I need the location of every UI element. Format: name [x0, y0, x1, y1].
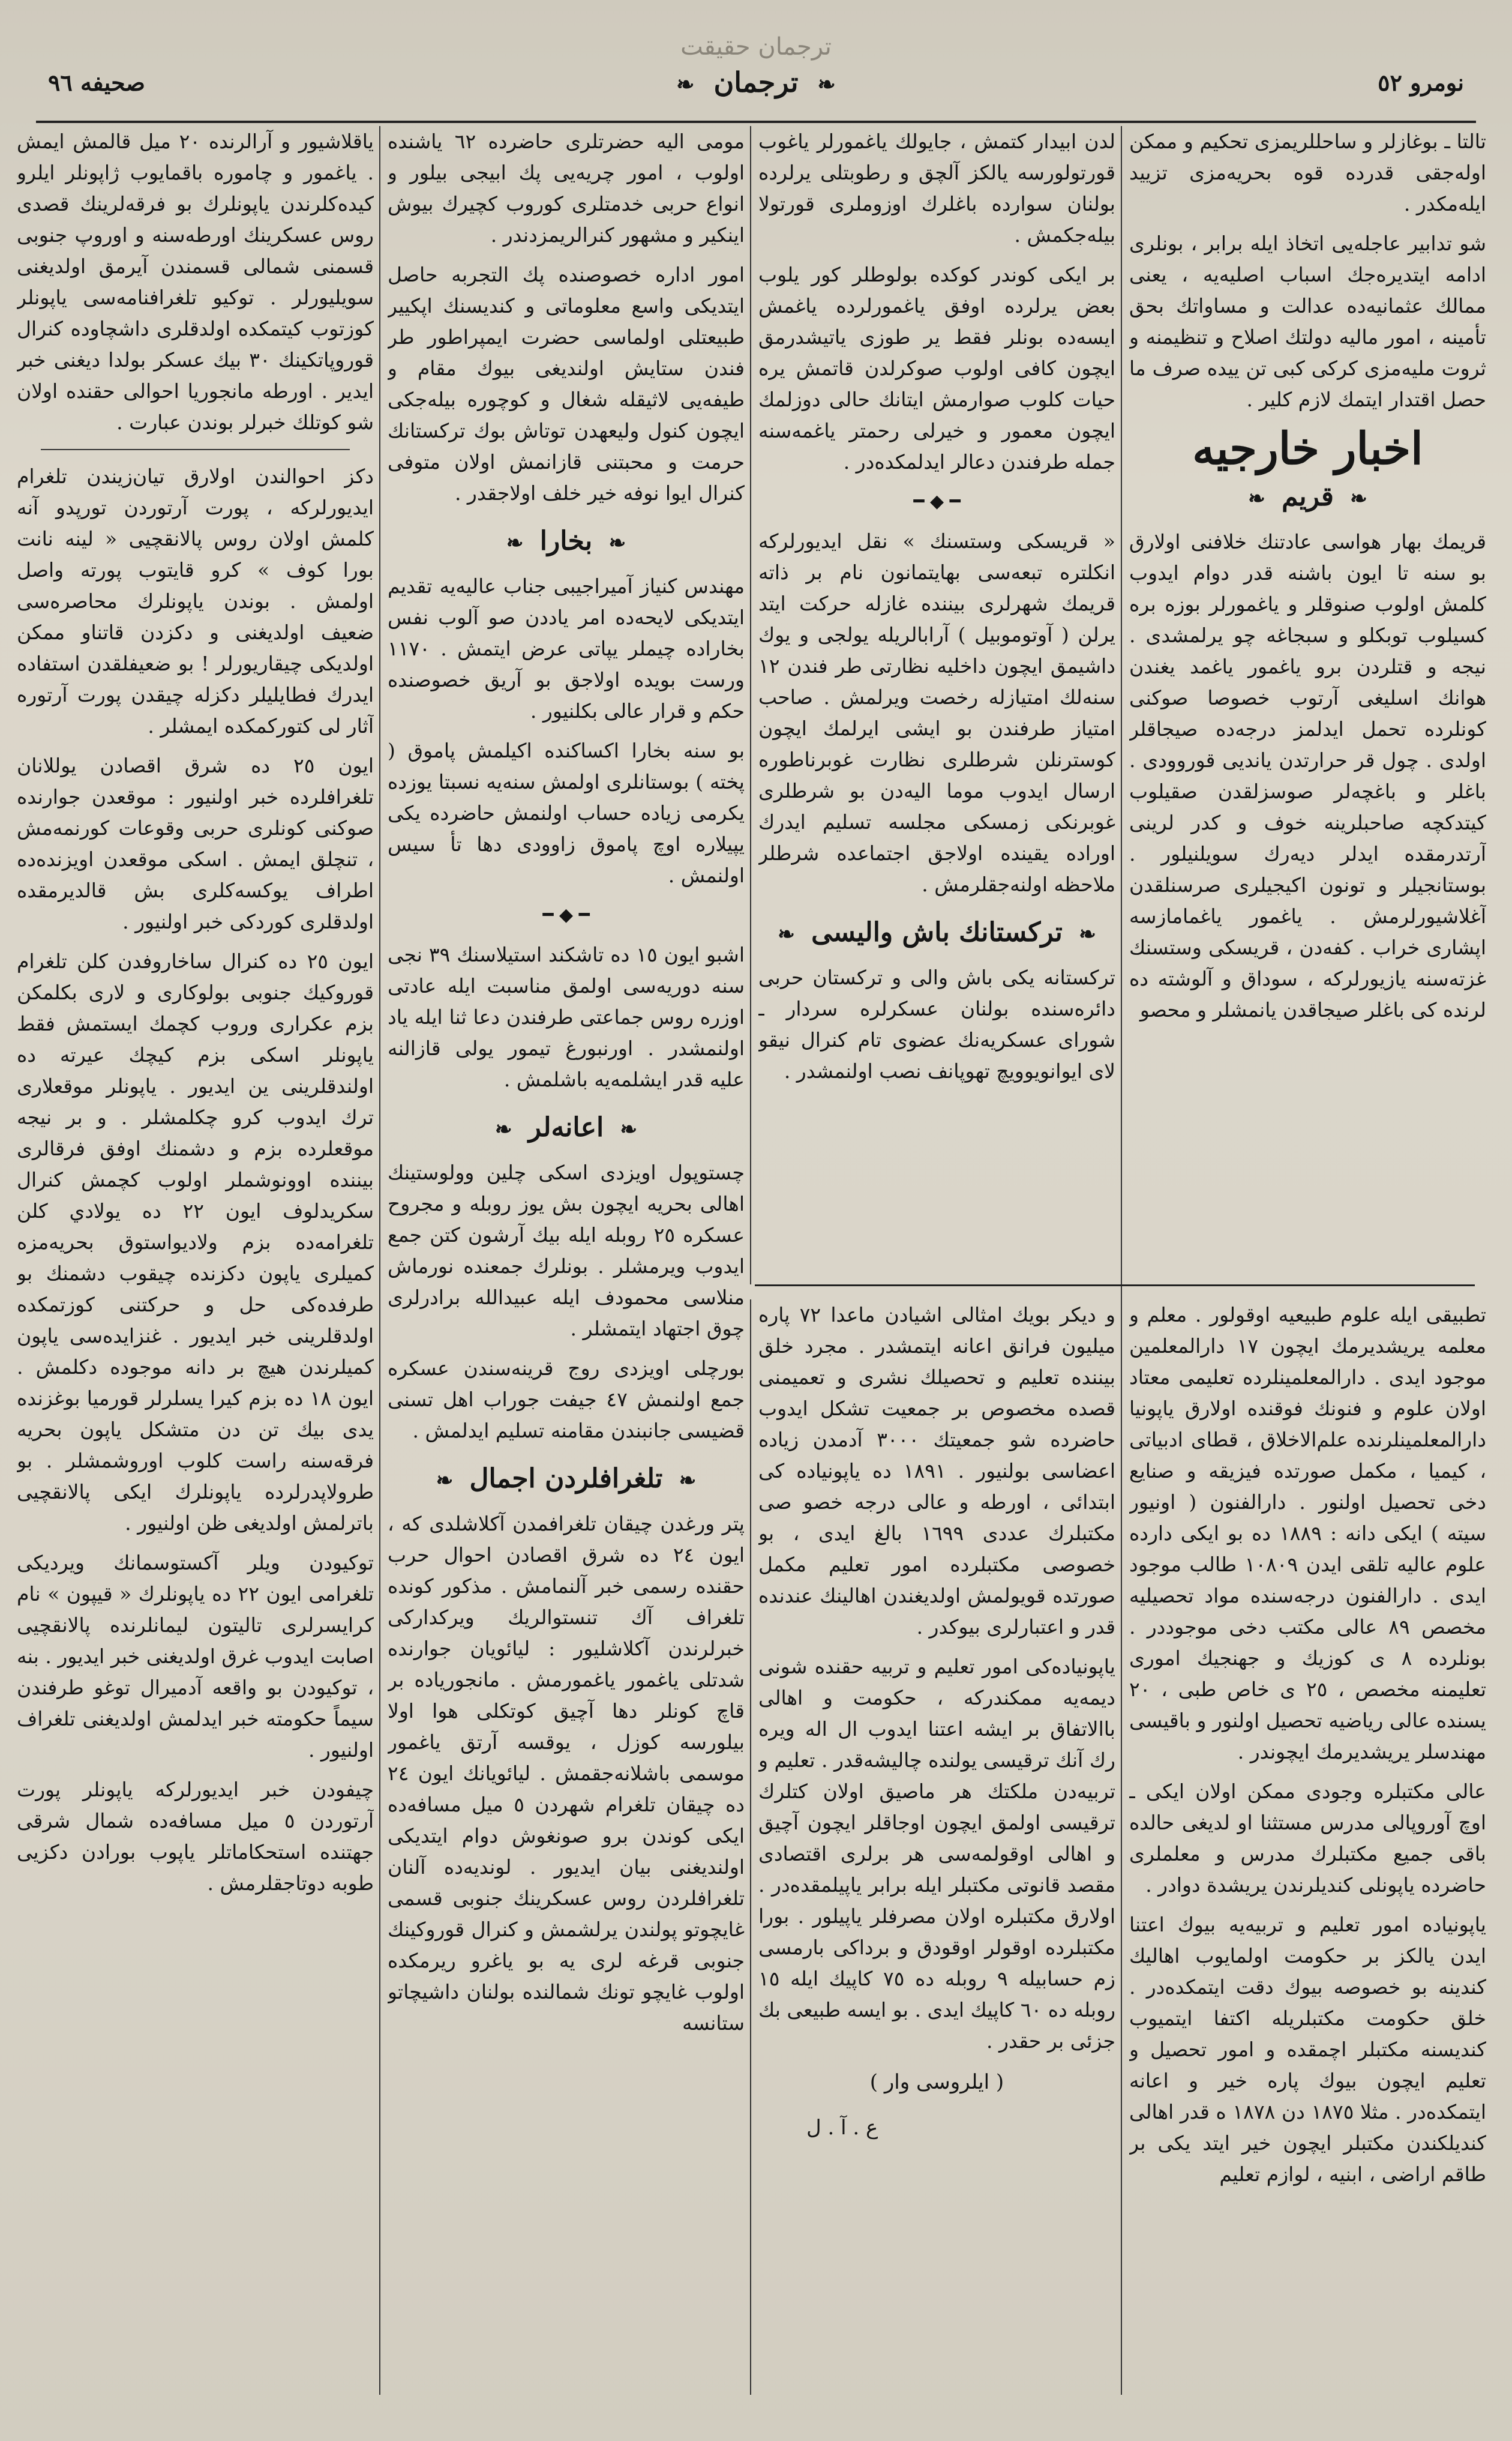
column-divider — [750, 126, 751, 1284]
ornament-icon: ❧ — [1350, 487, 1367, 511]
ornament-icon: ❧ — [620, 1118, 638, 1142]
article-paragraph: بو سنه بخارا اكساكنده اكيلمش پاموق ( پخته ) بوستانلرى اولمش سنه‌يه نسبتا يوزده يكرمى زياده حساب اولنمش حاضرده يكى يپيلاره اوچ پاموق زاوودى دها تأ‌ سيس اولنمش . — [388, 739, 745, 887]
article-paragraph: توكيودن ويلر آكستوسمانك ويرديكى تلغرامى ايون ٢٢ ده ياپونلرك « قيپون » نام كرايسرلرى تاليتون ليمانلرنده پالانقچيى اصابت ايدوب غرق اولديغنى خبر ايديور . بنه ، توكيودن بو واقعه آدميرال توغو طرفندن سيماً حكومته خبر ايدلمش اولديغنى تلغراف اولنيور . — [17, 1551, 374, 1762]
article-heading-text: تلغرافلردن اجمال — [469, 1463, 663, 1494]
column-divider — [750, 1299, 751, 2395]
column-2 — [758, 126, 1115, 1284]
separator-line — [41, 449, 350, 450]
masthead-faded-text: ترجمان حقيقت — [680, 33, 832, 61]
article-heading-text: تركستانك باش واليسى — [811, 917, 1063, 948]
section-title: اخبار خارجيه — [1192, 423, 1423, 475]
article-paragraph: مومى اليه حضرتلرى حاضرده ٦٢ ياشنده اولوب ، امور چريه‌يى پك ابيجى بيلور و انواع حربى خدمتلرى كوروب كچيرك بيوش اينكير و مشهور كنرالريمزدندر . — [388, 130, 745, 247]
ornament-icon: ❧ — [676, 72, 695, 97]
article-heading-text: بخارا — [539, 526, 593, 556]
article-paragraph: و ديكر بويك امثالى اشيادن ماعدا ٧٢ پاره ميليون فرانق اعانه ايتمشدر . مجرد خلق بيننده تعليم و تحصيلك نشرى و تعميمنى قصده مخصوص بر جمعيت تشكل ايدوب حاضرده شو جمعيتك ٣٠٠٠ آدمدن زياده اعضاسى بولنيور . ١٨٩١ ده ياپونياده كى ابتدائى ، اورطه و عالى درجه خصو‌ صى مكتبلرك عددى ١٦٩٩ بالغ ايدى ، بو خصوصى مكتبلرده امور تعليم مكمل صورتده قويولمش اولديغندن اهالينك عندنده قدر و اعتبارلرى بيوكدر . — [758, 1303, 1115, 1639]
column-2-bottom — [758, 1299, 1115, 2404]
article-heading — [388, 526, 745, 559]
column-1-bottom — [1129, 1299, 1486, 2404]
article-paragraph: ايون ٢٥ ده كنرال ساخاروفدن كلن تلغرام قوروكيك جنوبى بولوكارى و‌ لارى بكلمكن بزم عكرارى وروب كچمك ايستمش فقط ياپونلر اسكى بزم كيچك عيرته ده اولندقلرينى ين ايديور . ياپونلر موقعلارى ترك ايدوب كرو چكلمشلر . و بر نيجه موقعلرده بزم و دشمنك اوفق فرقالرى بيننده اوونوشملر اولوب كچمش كنرال سكريدلوف ايون ٢٢ ده يولادي كلن تلغرامه‌ده بزم ولاديواستوق بحريه‌مزه كميلرى ياپون دكزنده چيقوب دشمنك بو طرفده‌كى حل و حركتنى كوزتمكده اولدقلرينى خبر ايديور . غنزايده‌سى ياپون كميلرندن هيچ بر دانه موجوده دكلمش . ايون ١٨ ده بزم كيرا يسلرلر قورميا بوغزنده يدى بيك تن دن متشكل ياپون بحريه فرقه‌سنه راست كلوب اوروشمشلر . بو طرولاپدرلرده ياپونلرك ايكى پالانقچيى باترلمش اولديغى ظن اولنيور . — [17, 950, 374, 1535]
article-paragraph: اشبو ايون ١٥ ده تاشكند استيلاسنك ٣٩ نجى سنه دوريه‌سى اولمق مناسبت ايله عادتى اوزره روس جماعتى طرفندن دعا ثنا ايله ياد اولنمشدر . اورنبورغ تيمور يولى قازالنه عليه قدر ايشلمه‌يه باشلمش . — [388, 943, 745, 1091]
article-paragraph: تالتا ـ بوغازلر و ساحللريمزى تحكيم و ممكن اوله‌جقى قدرده قوه بحريه‌مزى تزييد ايله‌مكدر . — [1129, 130, 1486, 215]
ornament-icon: ❧ — [1248, 487, 1265, 511]
ornament-icon: ❧ — [608, 531, 626, 555]
column-divider — [1121, 126, 1122, 2395]
article-paragraph: شو تدابير عاجله‌يى اتخاذ ايله برابر ، بونلرى ادامه ايتديره‌جك اسباب اصليه‌يه ، يعنى ممالك عثمانيه‌ده عدالت و مساواتك بحق تأمينه ، امور ماليه دولتك اصلاح و تنظيمنه و ثروت مليه‌مزى كركى كبى تن‌ ييده صرف ما حصل اقتدار ايتمك لازم كلير . — [1129, 232, 1486, 411]
article-paragraph: امور اداره خصوصنده پك التجربه حاصل ايتديكى واسع معلوماتى و كنديسنك اپكيير طبيعتلى اولماسى حضرت ايمپراطور طر‌ فندن ستايش اولنديغى بيوك مقام و طيفه‌يى لاثيقله شغال و كوچوره بيله‌جكى ايچون كنول وليعهدن توتاش بوك تركستانك حرمت و محبتنى قازانمش اولان متوفى كنرال ايوا‌ نوفه خير خلف اولاجقدر . — [388, 263, 745, 505]
article-paragraph: عالى مكتبلره وجودى ممكن اولان ايكى ـ اوچ آوروپالى مدرس مستثنا او‌ لديغى حالده باقى جميع مكتبلرك مدرس و معلملرى حاضرده ياپونلى كند‌يلرندن يريشدة دوادر . — [1129, 1780, 1486, 1897]
column-divider — [379, 126, 380, 2395]
article-paragraph: ياقلاشيور و آرالرنده ٢٠ ميل قالمش ايمش . ياغمور و چاموره باقمايوب ژاپونلر ايلرو كيده‌كلرندن ياپونلرك بو فرقه‌لرينك قصدى روس عسكرينك اورطه‌سنه و اوروپ جنوبى قسمنى شمالى قسمندن آيرمق اولديغنى سويليورلر . توكيو تلغرافنامه‌سى ياپونلر كوزتوب كيتمكده اولدقلرى داشچاوده كنرال قوروپاتكينك ٣٠ بيك عسكر بولدا ديغنى خبر ايدير . اورطه مانجوريا احوالى حقنده اولان شو كوتلك خبرلر بوندن عبارت . — [17, 130, 374, 434]
masthead-title: ترجمان — [713, 66, 799, 98]
article-paragraph: چيفودن خبر ايديورلركه ياپونلر پورت آرتوردن ٥ ميل مسافه‌ده شمال شرقى جهتنده استحكاماتلر ياپوب بورادن دكزيى طوبه دوتاجقلرمش . — [17, 1778, 374, 1895]
article-paragraph: پتر ورغدن چيقان تلغرافمدن آكلاشلدى كه ، ايون ٢٤ ده شرق اقصادن احوال حرب حقنده رسمى خبر آلنمامش . مذكور كونده تلغراف آك تنستوالريك ويركداركى خبرلرندن آكلاشليور : ليائويان جوارنده شدتلى ياغمور ياغمورمش . مانجورياده بر قاچ كونلر دها آچيق كوتكلى هوا اولا بيلورسه كوزل ، يوقسه آرتق ياغمور موسمى باشلانه‌جقمش . ليائويانك ايون ٢٤ ده چيقان تلغرام شهردن ٥ ميل مسافه‌ده ايكى كوندن برو صونغوش دوام ايتديكى اولنديغنى بيان ايديور . لونديه‌ده آلنان تلغرافلردن روس عسكرينك جنوبى قسمى غايچوتو پولندن يرلشمش و كنرال قوروكينك جنوبى قرغه لرى يه بو ياغرو ريرمكده اولوب غايچو تونك شمالنده بولنان داشيچاتو ستانسه — [388, 1512, 745, 2035]
issue-number: نومرو ٥٢ — [1378, 69, 1464, 96]
article-heading — [758, 917, 1115, 950]
article-paragraph: « قريسكى وستسنك » نقل ايديورلركه انكلتره تبعه‌سى بهايتمانون نام بر ذاته قريمك شهرلرى بيننده غازله حركت ايتد‌ يرلن ( آوتوموبيل ) آرابالريله يولجى و يوك داشيمق ايچون داخليه نظارتى طر‌ فندن ١٢ سنه‌لك امتيازله رخصت ويرلمش . صاحب امتياز طرفندن بو ايشى ايرلمك ايچون كوسترنلن شرطلرى نظارت غوبرناطوره ارسال ايدوب موما اليه‌دن بو شرطلرى غوبرنكى زمسكى مجلسه تسليم ايدرك اوراده يقينده اولاجق اجتماعده شرطلر ملاحظه اولنه‌جقلرمش . — [758, 529, 1115, 896]
masthead — [36, 66, 1476, 98]
section-rule — [755, 1284, 1475, 1286]
header-rule — [36, 121, 1476, 123]
article-paragraph: قريمك بهار هواسى عادتنك خلافنى اولارق بو سنه تا ايون باشنه قدر دوام ايدوب كلمش اولوب صنوقلر و ياغمورلر بوزه بره كسيلوب توبكلو و سبجاغه چو‌ يرلمشدى . نيجه و قتلردن برو ياغمور ياغمد يغندن هوانك اسليغى آرتوب خصوصا صوكنى كونلرده تحمل ايدلمز درجه‌ده صيجاقلر اولدى . چول قر حرارتدن يانديى قوروودى . باغلر و باغچه‌لر صوسزلقدن صقيلوب كيتد‌كچه صاحبلرينه خوف و كدر‌ لرينى آرتدرمقده ايدلر ديه‌رك سويلنيلور . بوستانجيلر و تونون اكيجيلرى صرسنلقدن آغلاشيورلرمش . ياغمور ياغمامازسه اپشارى خراب . كفه‌دن ، قريسكى وستسنك غزته‌سنه يازيورلركه ، سوداق و آلوشته ده‌ لرنده كى باغلر صيجاقدن يانمشلر و محصو‌ — [1129, 530, 1486, 1022]
article-paragraph: مهندس كنياز آميراجيبى جناب عاليه‌يه تقديم ايتديكى لايحه‌ده امر ياددن صو آلوب نفس بخاراده چيملر يپاتى عرض ايتمش . ١١٧٠ ورست بويده اولاجق بو آريق خصوصنده حكم و قرار عالى بكلنيور . — [388, 574, 745, 723]
continued-note: ( ايلروسى وار ) — [869, 2070, 1004, 2094]
article-paragraph: ياپونياده‌كى امور تعليم و تربيه حقنده شونى ديمه‌يه ممكندركه ، حكومت و اهالى باالاتفاق بر ايشه اعتنا ايدوب ال اله ويره‌ رك آنك ترقيسى يولنده چاليشه‌قدر . تعليم و تربيه‌دن ملكتك هر ماصيق اولان كتلرك ترقيسى اولمق ايچون اوجاقلر ايچون آچيق و اهالى اوقولمه‌سى هر برلرى اقتصادى مقصد قانوتى مكتبلر ايله برابر ياپيلمقده‌در . اولارق مكتبلره اولان مصرفلر ياپيلور . بورا مكتبلرده اوقولر اوقودق و برداكى بارمسى زم حسابيله ٩ روبله ده ٧٥ كاپيك ايله ١٥ روبله ده ٦٠ كاپيك ايدى . بو ايسه طبيعى بك جزئى بر حقدر . — [758, 1655, 1115, 2053]
article-paragraph: تركستانه يكى باش والى و تركستان حربى دائره‌سنده بولنان عسكرلره سردار ـ شوراى عسكريه‌نك عضوى تام كنرال نيقو‌ لاى ايوانويوويچ تهوپانف نصب اولنمشدر . — [758, 966, 1115, 1083]
author-signature: ع . آ . ل — [806, 2116, 878, 2140]
article-paragraph: بر ايكى كوندر كوكده بولوطلر كور‌ يلوب بعض يرلرده اوفق ياغمورلرده ياغمش ايسه‌ده بونلر فقط ير طوزى ياتيشدرمق ايچون كافى اولوب صوكرلدن قاتمش يره حيات كلوب صوارمش ايتانك حالى دوزلمك ايچون معمور و خيرلى رحمتر ياغمه‌سنه جمله طرفندن دعالر ايدلمكده‌در . — [758, 263, 1115, 474]
ornament-icon: ❧ — [494, 1118, 512, 1142]
page-header — [36, 33, 1476, 123]
article-paragraph: تطبيقى ايله علوم طبيعيه اوقولور . معلم و معلمه يريشديرمك ايچون ١٧ دارالمعلمين موجود ايدى . دارالمعلمينلرده تعليمى معتاد اولان علوم و فنونك فوقنده اولارق ياپونيا دارالمعلمينلرنده علم‌الاخلاق ، قطاى ادبياتى ، كيميا ، مكمل صورتده فيزيقه و صنايع دخى تحصيل اولنور . دارالفنون ( اونيور سيته ) ايكى دانه : ١٨٨٩ ده بو ايكى دارده علوم عاليه تلقى ايدن ١٠٨٠٩ طالب موجود ايدى . دارالفنون درجه‌سنده مواد تحصيليه مخصص ٨٩ عالى مكتب دخى موجوددر . بونلرده ٨ ى كوزيك و جهنجيك امورى تعليمنه مخصص ، ٢٥ ى خاص طبى ، ٢٠ يسنده عالى رياضيه تحصيل اولنور و باقيسى مهندسلر يريشديرمك ايچوندر . — [1129, 1303, 1486, 1763]
article-paragraph: دكز احوالندن اولارق تيان‌زيندن تلغرام ايديورلركه ، پورت آرتوردن تورپدو آنه كلمش اولان روس پالانقچيى « لينه نانت بورا كوف » كرو قايتوب پورته واصل اولمش . بوندن ياپونلرك محاصره‌سى ضعيف اولديغنى و دكزدن قاتناو ممكن اولديكى چيقاريورلر ! بو ضعيفلقدن استفاده ايدرك فطايليلر دكزله چيقدن پورت آرتوره آثار لى كتوركمكده ايمشلر . — [17, 465, 374, 738]
ornament-icon: ❧ — [436, 1469, 454, 1493]
article-paragraph: ياپونياده امور تعليم و تربيه‌يه بيوك اعتنا ايدن يالكز بر حكومت اولمايوب اهاليك كندينه بو خصوصه بيوك دقت ايتمكده‌در . خلق حكومت مكتبلريله اكتفا ايتميوب كنديسنه مكتبلر اچمقده و امور تحصيل و تعليم ايچون بيوك پاره خير و اعانه ايتمكده‌در . مثلا ١٨٧٥ دن ١٨٧٨ ه قدر اهالى كنديلكندن مكتبلر ايچون خير ايتد‌ يكى بر طاقم اراضى ، ابنيه ، لوازم تعليم — [1129, 1913, 1486, 2186]
column-3 — [388, 126, 745, 2407]
article-paragraph: چستوپول اويزدى اسكى چلين وولوستينك اهالى بحريه ايچون بش يوز روبله و مجروح عسكره ٢٥ روبله ايله بيك آرشون كتن جمع ايدوب ويرمشلر . بونلرك جمعنده نورماش منلاسى محمودف ايله عبيدالله برادرلرى چوق اجتهاد ايتمشلر . — [388, 1161, 745, 1340]
separator-icon: ━ ◆ ━ — [913, 491, 961, 512]
page-number: صحيفه ٩٦ — [48, 69, 145, 96]
article-paragraph: بورچلى اويزدى روج قرينه‌سندن عسكره جمع اولنمش ٤٧ جيفت جوراب اهل تسنى قضيسى جانبندن مقامنه تسليم ايدلمش . — [388, 1356, 745, 1442]
ornament-icon: ❧ — [679, 1469, 697, 1493]
article-heading — [388, 1463, 745, 1496]
article-heading-text: اعانه‌لر — [528, 1112, 604, 1143]
column-1 — [1129, 126, 1486, 1284]
article-heading-text: قريم — [1282, 481, 1334, 512]
ornament-icon: ❧ — [817, 72, 836, 97]
separator-icon: ━ ◆ ━ — [542, 904, 590, 926]
ornament-icon: ❧ — [778, 923, 795, 947]
column-4 — [17, 126, 374, 2407]
article-paragraph: ايون ٢٥ ده شرق اقصادن يوللانان تلغرافلرده خبر اولنيور : موقعدن جوارنده صوكنى كونلرى حربى وقوعات كورنمه‌مش ، تنچلق ايمش . اسكى موقعدن اويزنده‌ده اطراف يوكسه‌كلرى بش قالديرمقده اولدقلرى كوردكى خبر اولنيور . — [17, 754, 374, 933]
article-heading — [388, 1112, 745, 1145]
article-paragraph: لدن ابيدار كتمش ، جايولك ياغمورلر ياغوب قورتولورسه يالكز آلچق و رطوبتلى يرلرده بولنان سوارده باغلرك اوزوملرى قورتولا بيله‌جكمش . — [758, 130, 1115, 247]
ornament-icon: ❧ — [506, 531, 524, 555]
ornament-icon: ❧ — [1079, 923, 1096, 947]
article-heading — [1129, 481, 1486, 514]
